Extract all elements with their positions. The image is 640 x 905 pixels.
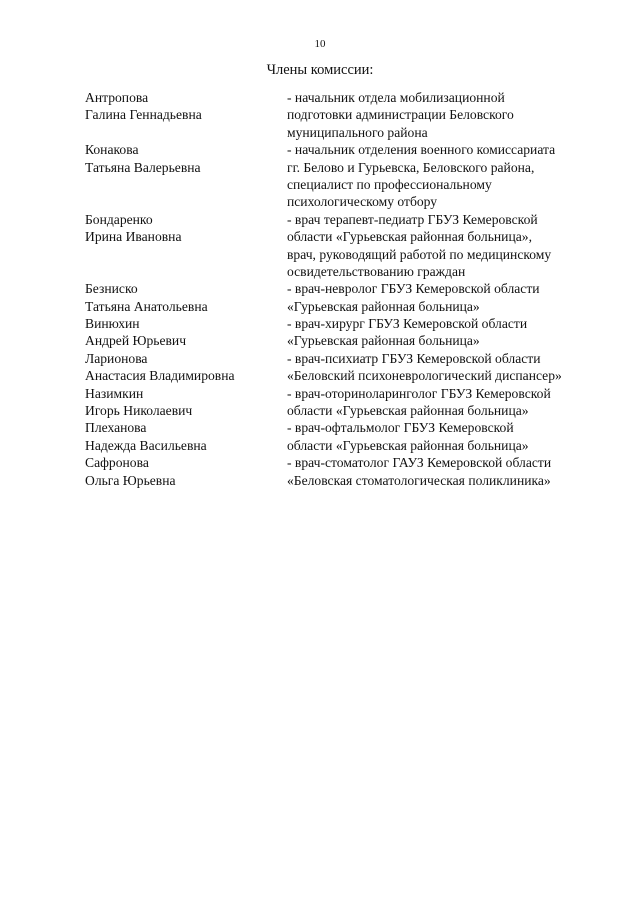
position-line: - врач терапевт-педиатр ГБУЗ Кемеровской: [287, 211, 538, 227]
member-given-names: Анастасия Владимировна: [85, 368, 235, 384]
member-surname: Назимкин: [85, 385, 144, 401]
member-entry: [85, 315, 605, 350]
position-line: гг. Белово и Гурьевска, Беловского района,: [287, 159, 535, 175]
member-given-names: Галина Геннадьевна: [85, 107, 202, 123]
position-line: - врач-невролог ГБУЗ Кемеровской области: [287, 281, 540, 297]
member-name: [85, 280, 287, 315]
page-number: 10: [314, 38, 326, 50]
member-entry: [85, 454, 605, 489]
member-entry: [85, 350, 605, 385]
commission-members-heading: Члены комиссии:: [266, 62, 374, 78]
position-line: «Беловский психоневрологический диспансер»: [287, 368, 562, 384]
member-position: [287, 315, 605, 350]
member-surname: Винюхин: [85, 316, 140, 332]
position-line: подготовки администрации Беловского: [287, 107, 514, 123]
member-position: [287, 454, 605, 489]
member-surname: Безниско: [85, 281, 138, 297]
position-line: психологическому отбору: [287, 194, 438, 210]
member-given-names: Ирина Ивановна: [85, 229, 182, 245]
member-given-names: Ольга Юрьевна: [85, 472, 176, 488]
member-name: [85, 315, 287, 350]
member-position: [287, 385, 605, 420]
position-line: «Гурьевская районная больница»: [287, 298, 480, 314]
member-entry: [85, 280, 605, 315]
member-position: [287, 89, 605, 141]
member-entry: [85, 89, 605, 141]
member-name: [85, 454, 287, 489]
member-name: [85, 419, 287, 454]
position-line: области «Гурьевская районная больница»: [287, 403, 529, 419]
position-line: - врач-офтальмолог ГБУЗ Кемеровской: [287, 420, 514, 436]
position-line: области «Гурьевская районная больница»: [287, 437, 529, 453]
position-line: - врач-стоматолог ГАУЗ Кемеровской области: [287, 455, 552, 471]
member-surname: Антропова: [85, 90, 149, 105]
position-line: - врач-хирург ГБУЗ Кемеровской области: [287, 316, 528, 332]
position-line: муниципального района: [287, 124, 428, 140]
member-position: [287, 211, 605, 281]
member-given-names: Игорь Николаевич: [85, 403, 193, 419]
member-entry: [85, 385, 605, 420]
member-entry: [85, 211, 605, 281]
member-surname: Ларионова: [85, 350, 148, 366]
member-entry: [85, 419, 605, 454]
member-name: [85, 211, 287, 281]
member-name: [85, 385, 287, 420]
member-given-names: Татьяна Валерьевна: [85, 159, 201, 175]
position-line: врач, руководящий работой по медицинскому: [287, 246, 552, 262]
member-given-names: Андрей Юрьевич: [85, 333, 187, 349]
member-surname: Сафронова: [85, 455, 149, 471]
member-position: [287, 141, 605, 211]
position-line: области «Гурьевская районная больница»,: [287, 229, 532, 245]
member-name: [85, 350, 287, 385]
position-line: «Гурьевская районная больница»: [287, 333, 480, 349]
member-given-names: Татьяна Анатольевна: [85, 298, 208, 314]
member-surname: Конакова: [85, 142, 139, 158]
position-line: специалист по профессиональному: [287, 176, 492, 192]
position-line: - начальник отделения военного комиссариата: [287, 142, 556, 158]
members-list: [85, 89, 605, 489]
member-position: [287, 350, 605, 385]
member-name: [85, 141, 287, 211]
member-surname: Бондаренко: [85, 211, 153, 227]
position-line: - врач-оториноларинголог ГБУЗ Кемеровской: [287, 385, 551, 401]
member-entry: [85, 141, 605, 211]
member-position: [287, 280, 605, 315]
member-surname: Плеханова: [85, 420, 147, 436]
position-line: - начальник отдела мобилизационной: [287, 90, 505, 105]
position-line: освидетельствованию граждан: [287, 263, 466, 279]
position-line: «Беловская стоматологическая поликлиника»: [287, 472, 551, 488]
member-given-names: Надежда Васильевна: [85, 437, 207, 453]
position-line: - врач-психиатр ГБУЗ Кемеровской области: [287, 350, 541, 366]
member-name: [85, 89, 287, 141]
member-position: [287, 419, 605, 454]
